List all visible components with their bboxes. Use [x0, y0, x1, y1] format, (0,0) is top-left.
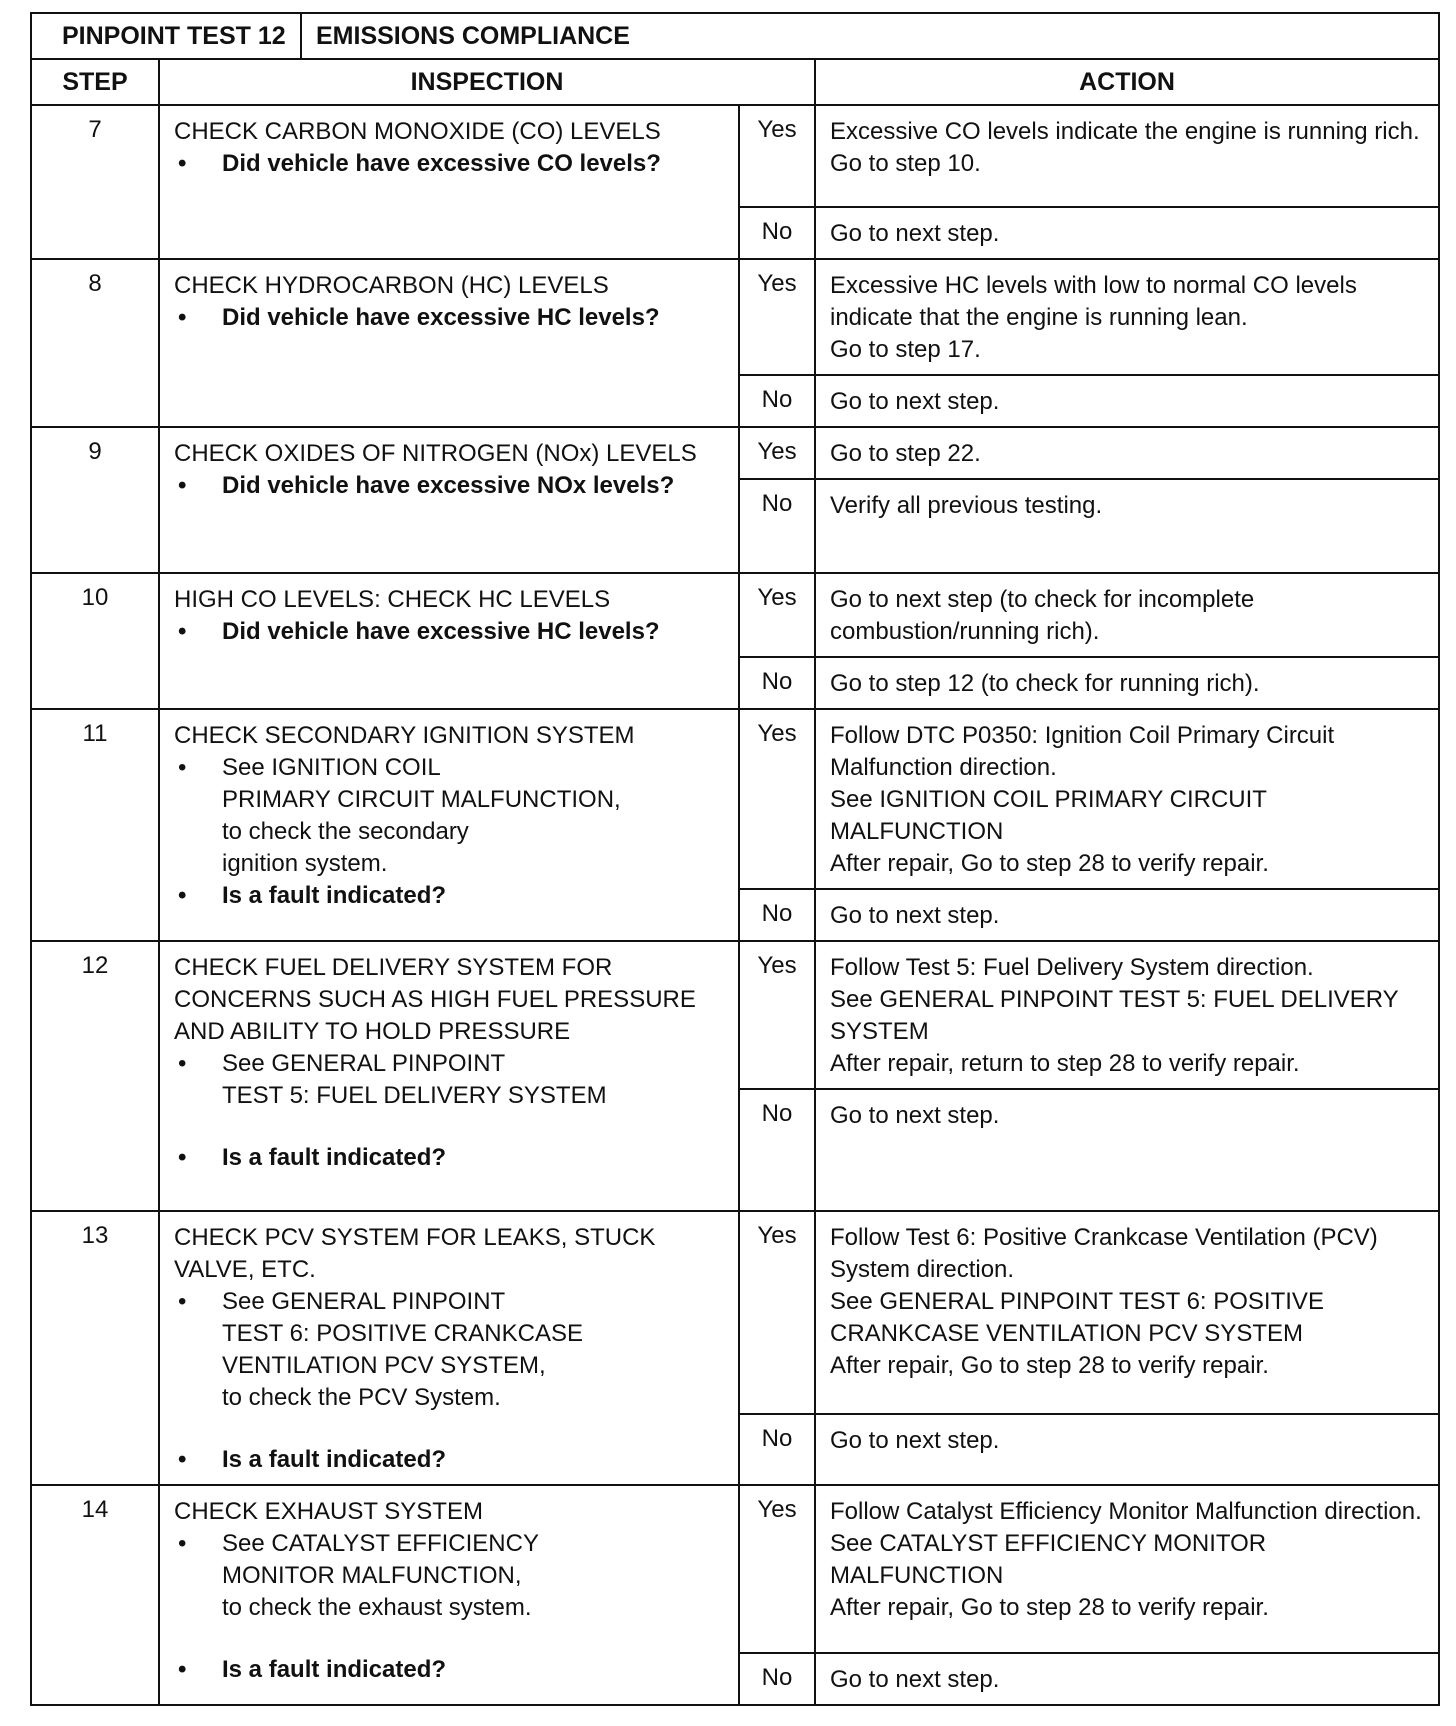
no-action: Go to next step.	[815, 1414, 1439, 1485]
action-line: See GENERAL PINPOINT TEST 5: FUEL DELIVERY SYSTEM	[830, 986, 1399, 1045]
inspection-title: CHECK EXHAUST SYSTEM	[174, 1498, 483, 1525]
no-label: No	[739, 207, 815, 259]
yes-action	[815, 259, 1439, 375]
no-action: Verify all previous testing.	[815, 479, 1439, 573]
inspection-cell	[159, 573, 739, 709]
question-text: Did vehicle have excessive HC levels?	[222, 304, 660, 331]
inspection-question	[174, 148, 726, 180]
inspection-title: CHECK PCV SYSTEM FOR LEAKS, STUCK VALVE, ETC.	[174, 1224, 656, 1283]
step-number: 13	[31, 1211, 159, 1485]
inspection-cell	[159, 427, 739, 573]
no-label: No	[739, 479, 815, 573]
no-action: Go to next step.	[815, 889, 1439, 941]
step-row	[31, 427, 1439, 479]
inspection-cell	[159, 105, 739, 259]
step-row	[31, 1211, 1439, 1414]
bullet-icon: •	[178, 618, 187, 645]
see-reference-line: to check the exhaust system.	[222, 1594, 532, 1621]
see-reference	[174, 1048, 726, 1112]
yes-action	[815, 1211, 1439, 1414]
action-line: Follow Test 5: Fuel Delivery System direction.	[830, 954, 1314, 981]
yes-action	[815, 941, 1439, 1089]
step-number: 12	[31, 941, 159, 1211]
question-text: Is a fault indicated?	[222, 1656, 447, 1683]
inspection-cell	[159, 941, 739, 1211]
bullet-icon: •	[178, 304, 187, 331]
see-reference-line: See GENERAL PINPOINT	[222, 1050, 506, 1077]
inspection-question	[174, 1142, 726, 1174]
see-reference-line: to check the secondary	[222, 818, 469, 845]
action-line: After repair, Go to step 28 to verify repair.	[830, 1352, 1269, 1379]
no-label: No	[739, 375, 815, 427]
spacer	[174, 1112, 726, 1142]
inspection-title: CHECK OXIDES OF NITROGEN (NOx) LEVELS	[174, 440, 697, 467]
see-reference-line: See IGNITION COIL	[222, 754, 441, 781]
see-reference-line: See CATALYST EFFICIENCY	[222, 1530, 539, 1557]
yes-label: Yes	[739, 427, 815, 479]
step-row	[31, 1485, 1439, 1653]
yes-label: Yes	[739, 941, 815, 1089]
question-text: Is a fault indicated?	[222, 1144, 447, 1171]
action-line: Excessive HC levels with low to normal CO levels indicate that the engine is running lean.	[830, 272, 1357, 331]
inspection-title: CHECK CARBON MONOXIDE (CO) LEVELS	[174, 118, 661, 145]
column-header-row	[31, 59, 1439, 105]
yes-action	[815, 1485, 1439, 1653]
see-reference	[174, 1528, 726, 1624]
step-number: 7	[31, 105, 159, 259]
see-reference-line: TEST 5: FUEL DELIVERY SYSTEM	[222, 1082, 607, 1109]
no-action: Go to next step.	[815, 1089, 1439, 1211]
yes-action	[815, 427, 1439, 479]
see-reference-line: to check the PCV System.	[222, 1384, 501, 1411]
no-action: Go to step 12 (to check for running rich).	[815, 657, 1439, 709]
yes-label: Yes	[739, 1211, 815, 1414]
spacer	[174, 1414, 726, 1444]
action-line: After repair, Go to step 28 to verify repair.	[830, 850, 1269, 877]
pinpoint-test-table	[30, 12, 1440, 1706]
no-action: Go to next step.	[815, 207, 1439, 259]
inspection-question	[174, 302, 726, 334]
see-reference-line: See GENERAL PINPOINT	[222, 1288, 506, 1315]
action-line: Excessive CO levels indicate the engine is running rich.	[830, 118, 1420, 145]
action-line: Follow DTC P0350: Ignition Coil Primary Circuit Malfunction direction.	[830, 722, 1335, 781]
see-reference-line: PRIMARY CIRCUIT MALFUNCTION,	[222, 786, 621, 813]
yes-label: Yes	[739, 259, 815, 375]
action-line: Go to step 10.	[830, 150, 981, 177]
yes-label: Yes	[739, 709, 815, 889]
step-column-header: STEP	[31, 59, 159, 105]
no-label: No	[739, 1089, 815, 1211]
step-row	[31, 259, 1439, 375]
question-text: Did vehicle have excessive CO levels?	[222, 150, 661, 177]
bullet-icon: •	[178, 1050, 187, 1077]
inspection-cell	[159, 259, 739, 427]
inspection-cell	[159, 1485, 739, 1705]
bullet-icon: •	[178, 150, 187, 177]
step-number: 11	[31, 709, 159, 941]
question-text: Is a fault indicated?	[222, 882, 447, 909]
header-row	[31, 13, 1439, 59]
inspection-cell	[159, 709, 739, 941]
inspection-title: CHECK FUEL DELIVERY SYSTEM FOR CONCERNS SUCH AS HIGH FUEL PRESSURE AND ABILITY TO HOLD PRESSURE	[174, 954, 696, 1045]
bullet-icon: •	[178, 1656, 187, 1683]
question-text: Did vehicle have excessive NOx levels?	[222, 472, 675, 499]
step-number: 9	[31, 427, 159, 573]
no-label: No	[739, 889, 815, 941]
bullet-icon: •	[178, 754, 187, 781]
action-line: See IGNITION COIL PRIMARY CIRCUIT MALFUNCTION	[830, 786, 1267, 845]
no-action: Go to next step.	[815, 375, 1439, 427]
bullet-icon: •	[178, 1446, 187, 1473]
step-number: 8	[31, 259, 159, 427]
see-reference-line: ignition system.	[222, 850, 388, 877]
action-line: Go to next step (to check for incomplete combustion/running rich).	[830, 586, 1255, 645]
yes-label: Yes	[739, 105, 815, 207]
yes-label: Yes	[739, 1485, 815, 1653]
inspection-cell	[159, 1211, 739, 1485]
inspection-title: CHECK SECONDARY IGNITION SYSTEM	[174, 722, 635, 749]
yes-action	[815, 573, 1439, 657]
bullet-icon: •	[178, 472, 187, 499]
question-text: Is a fault indicated?	[222, 1446, 447, 1473]
action-column-header: ACTION	[815, 59, 1439, 105]
see-reference	[174, 752, 726, 880]
pinpoint-test-page	[30, 12, 1438, 1706]
no-action: Go to next step.	[815, 1653, 1439, 1705]
no-label: No	[739, 1653, 815, 1705]
action-line: Go to step 22.	[830, 440, 981, 467]
yes-action	[815, 105, 1439, 207]
inspection-title: HIGH CO LEVELS: CHECK HC LEVELS	[174, 586, 611, 613]
test-title: EMISSIONS COMPLIANCE	[316, 22, 630, 50]
action-line: After repair, Go to step 28 to verify repair.	[830, 1594, 1269, 1621]
action-line: Go to step 17.	[830, 336, 981, 363]
action-line: See CATALYST EFFICIENCY MONITOR MALFUNCTION	[830, 1530, 1267, 1589]
bullet-icon: •	[178, 1144, 187, 1171]
action-line: After repair, return to step 28 to verify repair.	[830, 1050, 1300, 1077]
no-label: No	[739, 657, 815, 709]
step-row	[31, 573, 1439, 657]
inspection-question	[174, 880, 726, 912]
action-line: Follow Catalyst Efficiency Monitor Malfunction direction.	[830, 1498, 1422, 1525]
inspection-question	[174, 1444, 726, 1476]
spacer	[174, 1624, 726, 1654]
no-label: No	[739, 1414, 815, 1485]
question-text: Did vehicle have excessive HC levels?	[222, 618, 660, 645]
see-reference-line: VENTILATION PCV SYSTEM,	[222, 1352, 546, 1379]
see-reference-line: MONITOR MALFUNCTION,	[222, 1562, 522, 1589]
step-row	[31, 105, 1439, 207]
step-row	[31, 941, 1439, 1089]
inspection-column-header: INSPECTION	[159, 59, 815, 105]
step-number: 10	[31, 573, 159, 709]
bullet-icon: •	[178, 882, 187, 909]
see-reference-line: TEST 6: POSITIVE CRANKCASE	[222, 1320, 583, 1347]
step-row	[31, 709, 1439, 889]
test-label: PINPOINT TEST 12	[32, 14, 302, 58]
inspection-question	[174, 470, 726, 502]
see-reference	[174, 1286, 726, 1414]
inspection-question	[174, 1654, 726, 1686]
bullet-icon: •	[178, 1530, 187, 1557]
yes-label: Yes	[739, 573, 815, 657]
action-line: See GENERAL PINPOINT TEST 6: POSITIVE CRANKCASE VENTILATION PCV SYSTEM	[830, 1288, 1324, 1347]
step-number: 14	[31, 1485, 159, 1705]
inspection-question	[174, 616, 726, 648]
yes-action	[815, 709, 1439, 889]
bullet-icon: •	[178, 1288, 187, 1315]
action-line: Follow Test 6: Positive Crankcase Ventilation (PCV) System direction.	[830, 1224, 1378, 1283]
inspection-title: CHECK HYDROCARBON (HC) LEVELS	[174, 272, 609, 299]
